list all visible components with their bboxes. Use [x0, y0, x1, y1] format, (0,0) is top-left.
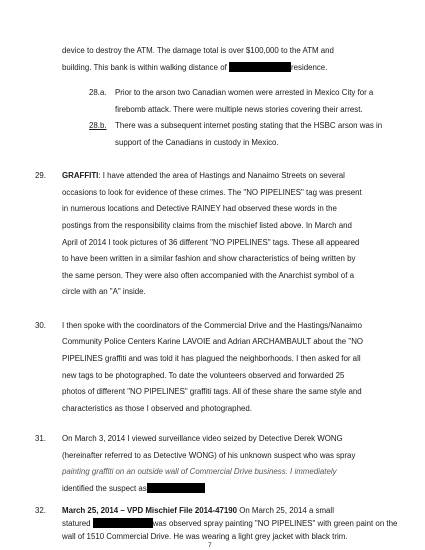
para-31-line-3: painting graffiti on an outside wall of Commercial Drive business. I immediately — [62, 467, 337, 476]
intro-line-2 — [62, 62, 327, 73]
para-29-line-2: occasions to look for evidence of these crimes. The "NO PIPELINES" tag was present — [62, 188, 362, 197]
para-32-line-1 — [62, 505, 334, 516]
para-28a-line-1: Prior to the arson two Canadian women were arrested in Mexico City for a — [115, 88, 374, 97]
para-28b-label: 28.b. — [89, 121, 107, 130]
para-31-line-4-text: identified the suspect as — [62, 484, 147, 493]
para-28b-line-2: support of the Canadians in custody in Mexico. — [115, 138, 279, 147]
para-29-line-5: April of 2014 I took pictures of 36 different "NO PIPELINES" tags. These all appeared — [62, 238, 360, 247]
para-30-line-3: PIPELINES graffiti and was told it has plagued the neighborhoods. I then asked for all — [62, 354, 361, 363]
para-31-number: 31. — [35, 434, 46, 443]
para-29-line-4: postings from the responsibility claims from the mischief listed above. In March and — [62, 221, 352, 230]
para-30-line-2: Community Police Centers Karine LAVOIE and Adrian ARCHAMBAULT about the "NO — [62, 337, 364, 346]
para-31-line-1: On March 3, 2014 I viewed surveillance video seized by Detective Derek WONG — [62, 434, 343, 443]
para-29-line-1-text: : I have attended the area of Hastings and Nanaimo Streets on several — [98, 171, 345, 180]
para-32-line-2-text: statured — [62, 519, 91, 528]
redaction-box — [147, 483, 205, 493]
para-30-line-5: photos of different "NO PIPELINES" graffiti tags. All of these share the same style and — [62, 387, 362, 396]
para-29-number: 29. — [35, 171, 46, 180]
para-29-line-7: the same person. They were also often accompanied with the Anarchist symbol of a — [62, 271, 354, 280]
para-30-line-6: characteristics as those I observed and photographed. — [62, 404, 252, 413]
para-29-line-3: in numerous locations and Detective RAINEY had observed these words in the — [62, 204, 337, 213]
intro-line-2-text: building. This bank is within walking distance of — [62, 63, 227, 72]
para-29-line-1 — [62, 170, 345, 181]
para-28a-label: 28.a. — [89, 88, 107, 97]
para-29-heading: GRAFFITI — [62, 171, 99, 180]
para-32-heading: March 25, 2014 – VPD Mischief File 2014-47190 — [62, 506, 238, 515]
para-31-line-2: (hereinafter referred to as Detective WONG) of his unknown suspect who was spray — [62, 451, 356, 460]
redaction-box — [93, 518, 153, 528]
para-32-line-2-end: was observed spray painting "NO PIPELINES" with green paint on the — [152, 519, 398, 528]
para-32-line-1-text: On March 25, 2014 a small — [237, 506, 334, 515]
intro-line-2-end: residence. — [290, 63, 328, 72]
para-32-number: 32. — [35, 506, 46, 515]
para-30-number: 30. — [35, 321, 46, 330]
para-32-line-3: wall of 1510 Commercial Drive. He was wearing a light grey jacket with black trim. — [62, 532, 348, 541]
redaction-box — [229, 62, 291, 72]
intro-line-1: device to destroy the ATM. The damage total is over $100,000 to the ATM and — [62, 46, 334, 55]
para-29-line-8: circle with an "A" inside. — [62, 287, 146, 296]
para-32-line-2 — [62, 518, 397, 529]
para-30-line-1: I then spoke with the coordinators of the Commercial Drive and the Hastings/Nanaimo — [62, 321, 362, 330]
para-31-line-4 — [62, 483, 205, 494]
para-30-line-4: new tags to be photographed. To date the volunteers observed and forwarded 25 — [62, 371, 345, 380]
page-number: 7 — [208, 542, 212, 549]
para-28b-line-1: There was a subsequent internet posting stating that the HSBC arson was in — [115, 121, 383, 130]
para-28a-line-2: firebomb attack. There were multiple news stories covering their arrest. — [115, 105, 363, 114]
para-29-line-6: to have been written in a similar fashion and show characteristics of being written by — [62, 254, 356, 263]
